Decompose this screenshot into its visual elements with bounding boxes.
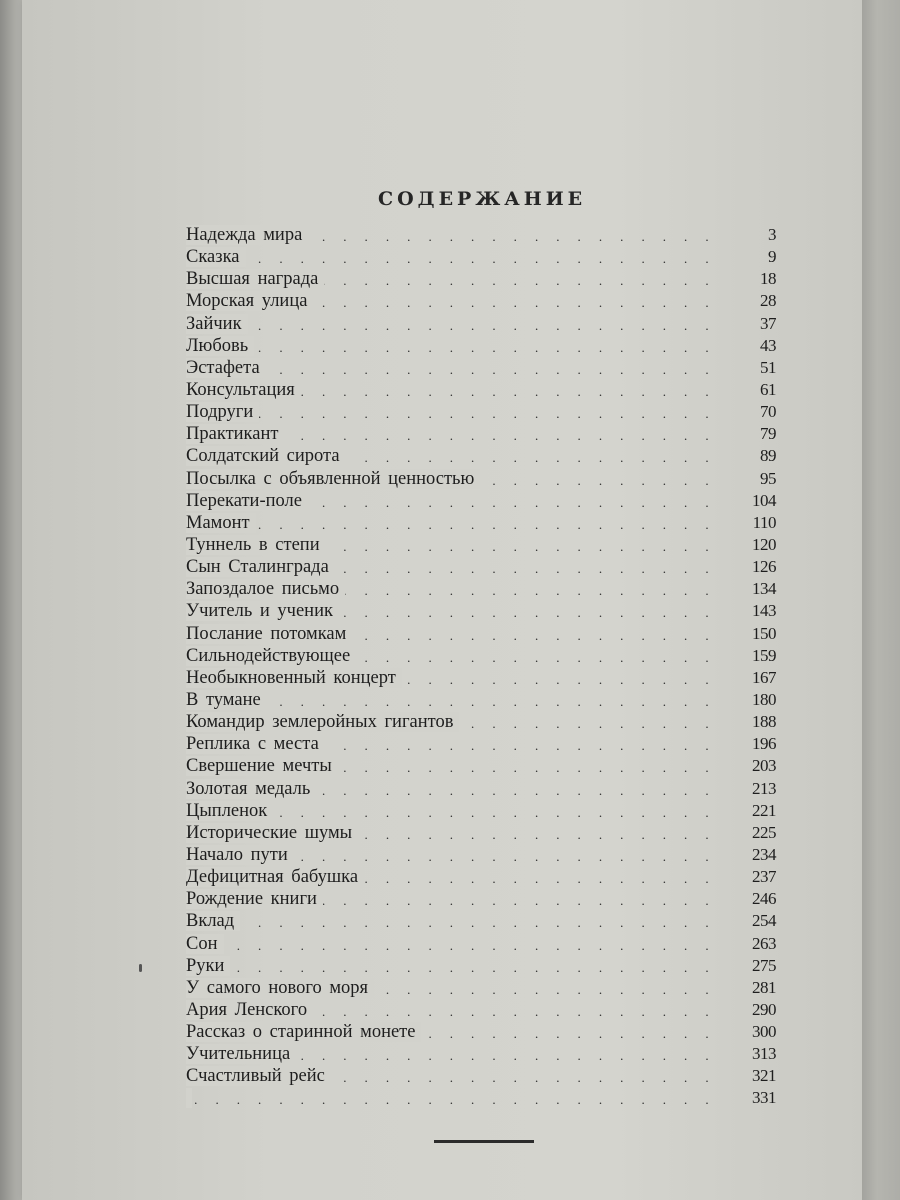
toc-entry-page: 196 (752, 734, 776, 754)
toc-entry (186, 246, 776, 268)
toc-entry-title: Послание потомкам (186, 624, 352, 644)
toc-entry-title: Морская улица (186, 291, 313, 311)
toc-entry-title: Рождение книги (186, 889, 323, 909)
toc-entry-page: 120 (752, 534, 776, 554)
toc-entry-title: Цыпленок (186, 801, 273, 821)
toc-entry-title: Туннель в степи (186, 535, 326, 555)
toc-entry (186, 490, 776, 512)
toc-entry-title: Командир землеройных гигантов (186, 712, 459, 732)
toc-entry-title: Реплика с места (186, 734, 325, 754)
toc-entry-page: 134 (752, 579, 776, 599)
toc-entry (186, 401, 776, 423)
toc-entry (186, 623, 776, 645)
dot-leader (186, 246, 716, 268)
dot-leader (186, 401, 716, 423)
toc-entry-page: 188 (752, 712, 776, 732)
toc-entry (186, 955, 776, 977)
toc-entry-page: 234 (752, 844, 776, 864)
toc-entry (186, 933, 776, 955)
toc-entry-title: Консультация (186, 380, 301, 400)
toc-entry (186, 534, 776, 556)
toc-entry-page: 180 (752, 689, 776, 709)
toc-entry (186, 578, 776, 600)
toc-entry (186, 268, 776, 290)
toc-entry-title: Начало пути (186, 845, 294, 865)
toc-entry (186, 468, 776, 490)
toc-entry (186, 1065, 776, 1087)
toc-entry-page: 313 (752, 1044, 776, 1064)
toc-entry (186, 290, 776, 312)
toc-entry (186, 866, 776, 888)
next-page-edge (862, 0, 900, 1200)
toc-entry-page: 237 (752, 867, 776, 887)
toc-entry (186, 556, 776, 578)
toc-entry-page: 28 (760, 291, 776, 311)
toc-entry (186, 224, 776, 246)
toc-entry-page: 9 (768, 247, 776, 267)
toc-entry-page: 213 (752, 778, 776, 798)
toc-entry-title: Запоздалое письмо (186, 579, 345, 599)
page-title: СОДЕРЖАНИЕ (378, 188, 587, 210)
toc-entry-title: Счастливый рейс (186, 1066, 331, 1086)
toc-entry-page: 89 (760, 446, 776, 466)
toc-entry-title: Эстафета (186, 358, 266, 378)
paper-speck (139, 964, 142, 972)
table-of-contents (186, 224, 776, 1110)
toc-entry-page: 331 (752, 1088, 776, 1108)
dot-leader (186, 910, 716, 932)
toc-entry-title: Учитель и ученик (186, 601, 339, 621)
toc-entry-page: 221 (752, 800, 776, 820)
toc-entry-title: Посылка с объявленной ценностью (186, 469, 480, 489)
toc-entry-title: Надежда мира (186, 225, 308, 245)
dot-leader (186, 1087, 716, 1109)
dot-leader (186, 955, 716, 977)
toc-entry (186, 711, 776, 733)
toc-entry (186, 733, 776, 755)
dot-leader (186, 335, 716, 357)
toc-entry-title: Любовь (186, 336, 254, 356)
toc-entry-page: 37 (760, 313, 776, 333)
toc-entry-title: Перекати-поле (186, 491, 308, 511)
toc-entry (186, 512, 776, 534)
toc-entry (186, 445, 776, 467)
toc-entry (186, 778, 776, 800)
toc-entry (186, 689, 776, 711)
toc-entry (186, 313, 776, 335)
toc-entry-title: Исторические шумы (186, 823, 358, 843)
toc-entry (186, 600, 776, 622)
toc-entry-page: 281 (752, 977, 776, 997)
toc-entry-page: 3 (768, 225, 776, 244)
toc-entry (186, 844, 776, 866)
toc-entry-page: 61 (760, 379, 776, 399)
toc-entry-page: 254 (752, 911, 776, 931)
toc-entry-title: Практикант (186, 424, 284, 444)
toc-entry-page: 159 (752, 645, 776, 665)
toc-entry-title: Сон (186, 934, 224, 954)
toc-entry-title: Подруги (186, 402, 259, 422)
toc-entry-title: В тумане (186, 690, 267, 710)
toc-entry (186, 977, 776, 999)
toc-entry-page: 51 (760, 357, 776, 377)
toc-entry-title: Сказка (186, 247, 246, 267)
toc-entry-title: Руки (186, 956, 230, 976)
toc-entry-page: 95 (760, 468, 776, 488)
toc-entry (186, 1043, 776, 1065)
toc-entry-title: Необыкновенный концерт (186, 668, 402, 688)
toc-entry-page: 300 (752, 1022, 776, 1042)
toc-entry-title (186, 1088, 192, 1108)
dot-leader (186, 512, 716, 534)
toc-entry (186, 999, 776, 1021)
toc-entry-title: Ария Ленского (186, 1000, 313, 1020)
toc-entry (186, 645, 776, 667)
toc-entry (186, 910, 776, 932)
toc-entry-title: Сын Сталинграда (186, 557, 335, 577)
toc-entry-title: Солдатский сирота (186, 446, 346, 466)
toc-entry-page: 275 (752, 955, 776, 975)
toc-entry (186, 1021, 776, 1043)
toc-entry-page: 263 (752, 933, 776, 953)
toc-entry-page: 150 (752, 623, 776, 643)
toc-entry-page: 43 (760, 335, 776, 355)
toc-entry-title: Дефицитная бабушка (186, 867, 364, 887)
toc-entry-page: 104 (752, 490, 776, 510)
toc-entry-title: Высшая награда (186, 269, 324, 289)
end-rule (434, 1140, 534, 1143)
toc-entry (186, 755, 776, 777)
toc-entry-page: 70 (760, 402, 776, 422)
toc-entry (186, 423, 776, 445)
toc-entry-title: У самого нового моря (186, 978, 374, 998)
toc-entry (186, 888, 776, 910)
toc-entry-page: 290 (752, 999, 776, 1019)
toc-entry-title: Учительница (186, 1044, 296, 1064)
toc-entry (186, 667, 776, 689)
toc-entry-title: Рассказ о старинной монете (186, 1022, 421, 1042)
toc-entry-title: Свершение мечты (186, 756, 338, 776)
toc-entry (186, 335, 776, 357)
toc-entry-page: 246 (752, 889, 776, 909)
toc-entry-page: 167 (752, 667, 776, 687)
toc-entry-page: 321 (752, 1066, 776, 1086)
dot-leader (186, 313, 716, 335)
toc-entry (186, 800, 776, 822)
toc-entry-page: 18 (760, 269, 776, 289)
toc-entry-page: 203 (752, 756, 776, 776)
toc-entry (186, 822, 776, 844)
toc-entry (186, 379, 776, 401)
toc-entry-page: 225 (752, 822, 776, 842)
toc-entry-page: 79 (760, 424, 776, 444)
toc-entry-title: Сильнодействующее (186, 646, 356, 666)
toc-entry-page: 110 (752, 512, 776, 532)
toc-entry-page: 126 (752, 557, 776, 577)
toc-entry-title: Вклад (186, 911, 240, 931)
toc-entry-title: Мамонт (186, 513, 256, 533)
dot-leader (186, 933, 716, 955)
toc-entry-title: Золотая медаль (186, 779, 316, 799)
toc-entry-page: 143 (752, 601, 776, 621)
toc-entry (186, 357, 776, 379)
toc-entry (186, 1087, 776, 1109)
toc-entry-title: Зайчик (186, 314, 248, 334)
